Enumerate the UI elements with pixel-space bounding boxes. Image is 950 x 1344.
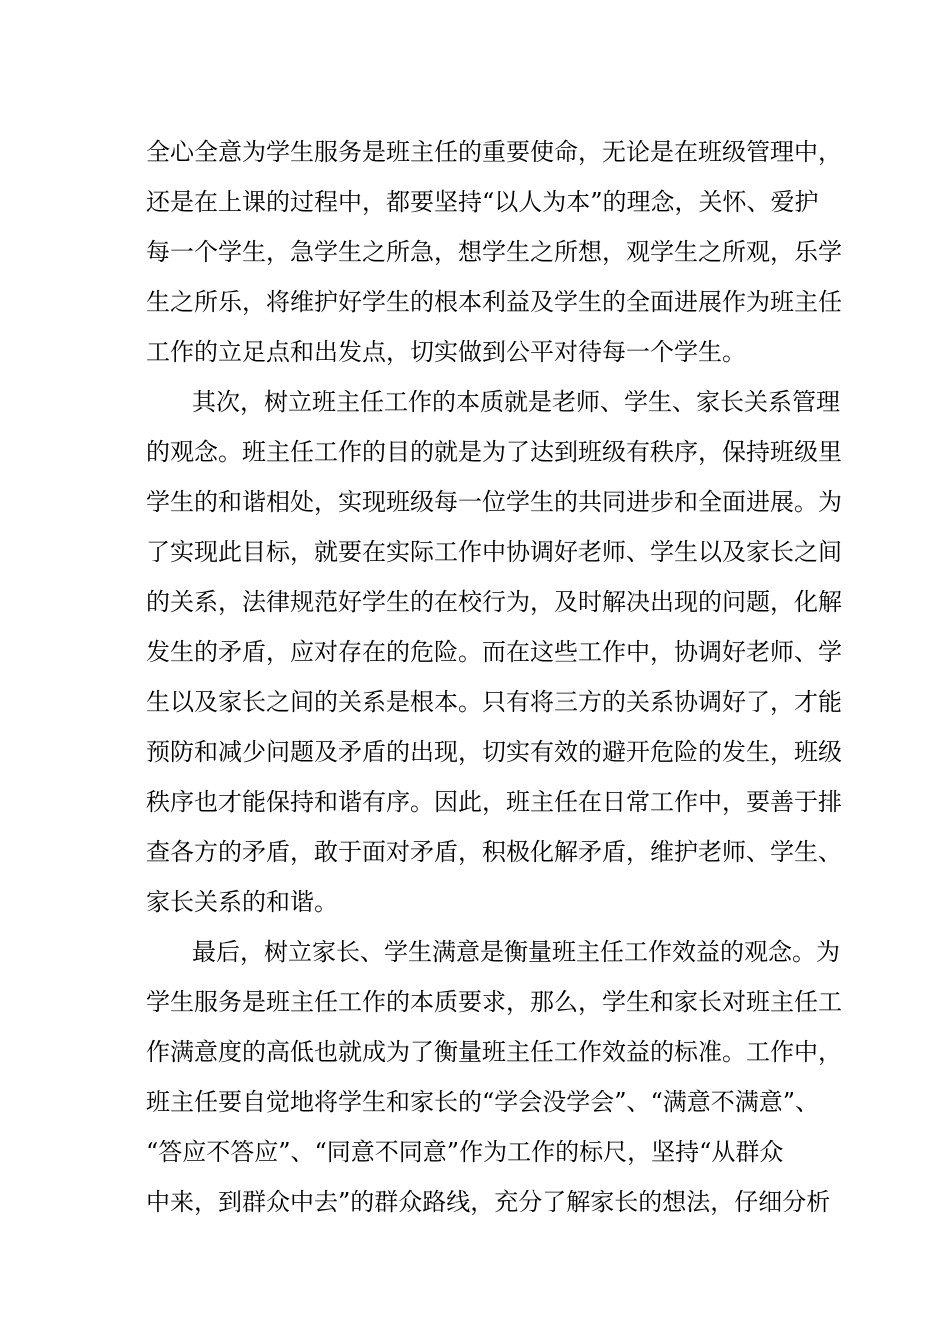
paragraph-start-line: 最后，树立家长、学生满意是衡量班主任工作效益的观念。为 xyxy=(192,938,840,966)
body-text xyxy=(146,127,842,1227)
text-line: 秩序也才能保持和谐有序。因此，班主任在日常工作中，要善于排 xyxy=(146,788,842,816)
text-line: 中来，到群众中去”的群众路线，充分了解家长的想法，仔细分析 xyxy=(146,1188,831,1216)
text-line: 生以及家长之间的关系是根本。只有将三方的关系协调好了，才能 xyxy=(146,688,842,716)
text-line: 预防和减少问题及矛盾的出现，切实有效的避开危险的发生，班级 xyxy=(146,738,842,766)
text-line: 学生的和谐相处，实现班级每一位学生的共同进步和全面进展。为 xyxy=(146,488,842,516)
text-line: “答应不答应”、“同意不同意”作为工作的标尺，坚持“从群众 xyxy=(146,1138,784,1166)
text-line: 查各方的矛盾，敢于面对矛盾，积极化解矛盾，维护老师、学生、 xyxy=(146,838,842,866)
text-line: 全心全意为学生服务是班主任的重要使命，无论是在班级管理中， xyxy=(146,138,842,166)
text-line: 发生的矛盾，应对存在的危险。而在这些工作中，协调好老师、学 xyxy=(146,638,842,666)
text-line: 还是在上课的过程中，都要坚持“以人为本”的理念，关怀、爱护 xyxy=(146,188,819,216)
paragraph-start-line: 其次，树立班主任工作的本质就是老师、学生、家长关系管理 xyxy=(192,388,840,416)
text-line: 生之所乐，将维护好学生的根本利益及学生的全面进展作为班主任 xyxy=(146,288,842,316)
text-line: 的关系，法律规范好学生的在校行为，及时解决出现的问题，化解 xyxy=(146,588,842,616)
text-line: 的观念。班主任工作的目的就是为了达到班级有秩序，保持班级里 xyxy=(146,438,842,466)
text-line: 作满意度的高低也就成为了衡量班主任工作效益的标准。工作中， xyxy=(146,1038,842,1066)
text-line: 学生服务是班主任工作的本质要求，那么，学生和家长对班主任工 xyxy=(146,988,842,1016)
text-line: 每一个学生，急学生之所急，想学生之所想，观学生之所观，乐学 xyxy=(146,238,842,266)
text-line: 班主任要自觉地将学生和家长的“学会没学会”、“满意不满意”、 xyxy=(146,1088,820,1116)
text-line: 家长关系的和谐。 xyxy=(146,888,338,916)
text-line: 工作的立足点和出发点，切实做到公平对待每一个学生。 xyxy=(146,338,746,366)
text-line: 了实现此目标，就要在实际工作中协调好老师、学生以及家长之间 xyxy=(146,538,842,566)
